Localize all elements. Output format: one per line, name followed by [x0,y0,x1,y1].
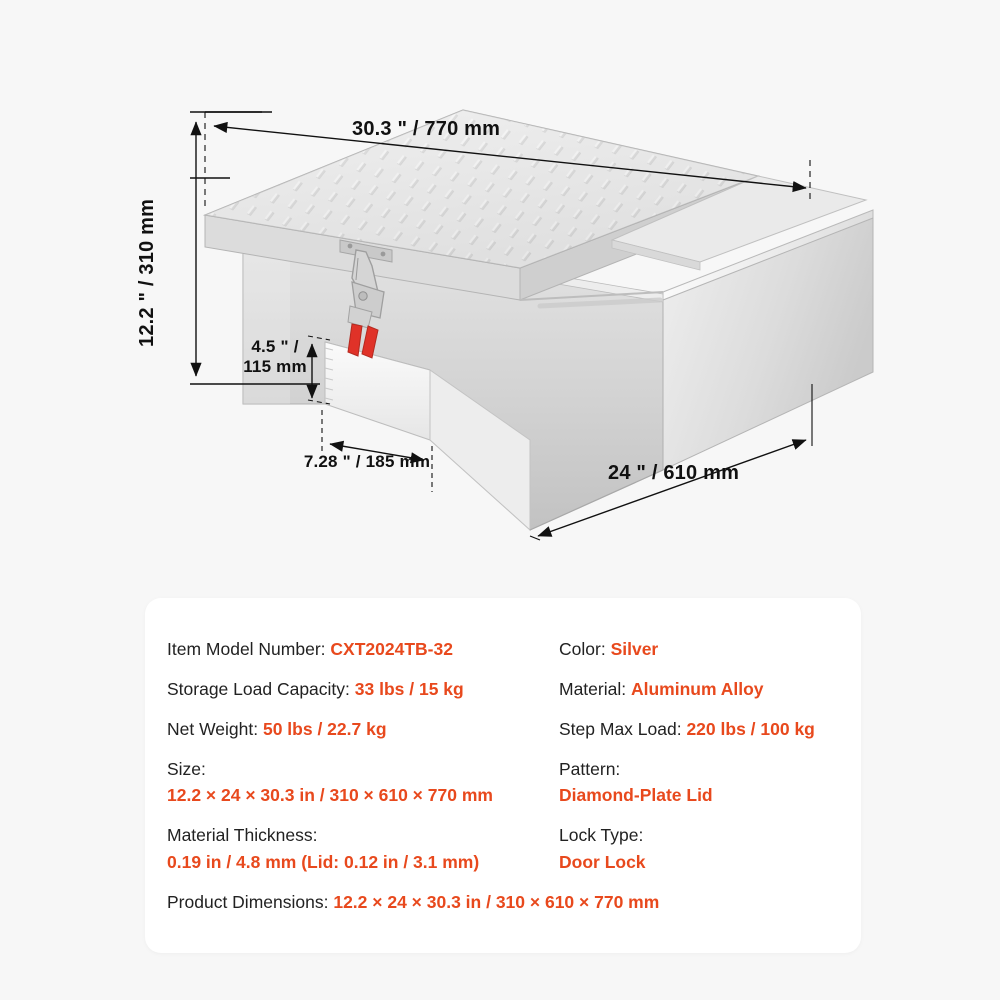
latch-pivot [359,292,367,300]
spec-item-material-thickness [167,824,559,873]
spec-value: 0.19 in / 4.8 mm (Lid: 0.12 in / 3.1 mm) [167,851,480,872]
dim-label-depth-right: 24 " / 610 mm [608,462,740,484]
spec-value: 33 lbs / 15 kg [354,679,464,700]
spec-value: Silver [610,639,659,659]
spec-key: Step Max Load: [559,719,682,740]
spec-row [167,824,857,873]
dim-label-step-width: 7.28 " / 185 mm [303,452,431,471]
spec-row [167,678,857,701]
spec-value: 12.2 × 24 × 30.3 in / 310 × 610 × 770 mm [167,785,493,806]
spec-item-pattern [559,758,857,807]
spec-item-lock-type [559,824,857,873]
spec-row [167,758,857,807]
spec-key: Material Thickness: [167,825,318,846]
latch-screw [348,244,353,249]
spec-key: Pattern: [559,759,621,780]
spec-item-net-weight [167,718,559,741]
spec-item-model-number [167,638,559,661]
spec-value: Door Lock [559,851,646,872]
latch-screw [381,252,386,257]
spec-key: Size: [167,759,206,780]
spec-item-size [167,758,559,807]
spec-item-storage-load-capacity [167,678,559,701]
spec-key: Color: [559,639,606,659]
dim-label-height-left: 12.2 " / 310 mm [136,198,158,347]
spec-value: Diamond-Plate Lid [559,785,713,806]
spec-item-material [559,678,857,701]
spec-key: Lock Type: [559,825,644,846]
spec-row [167,638,857,661]
spec-item-product-dimensions [167,891,857,914]
spec-item-color [559,638,857,661]
spec-key: Net Weight: [167,719,259,740]
spec-row [167,891,857,914]
dim-ext-depth-left [530,536,540,540]
spec-row [167,718,857,741]
spec-key: Material: [559,679,627,700]
spec-value: 50 lbs / 22.7 kg [262,719,387,740]
spec-value: Aluminum Alloy [630,679,764,700]
specifications-grid [167,638,857,931]
spec-value: 12.2 × 24 × 30.3 in / 310 × 610 × 770 mm [333,891,660,912]
dim-label-width-top: 30.3 " / 770 mm [352,118,501,140]
dim-label-step-height: 4.5 " / 115 mm [243,337,307,376]
spec-key: Storage Load Capacity: [167,679,350,700]
specifications-card [145,598,861,953]
spec-key: Product Dimensions: [167,891,329,912]
spec-key: Item Model Number: [167,639,326,659]
spec-value: 220 lbs / 100 kg [686,719,815,740]
spec-item-step-max-load [559,718,857,741]
spec-value: CXT2024TB-32 [330,639,453,659]
